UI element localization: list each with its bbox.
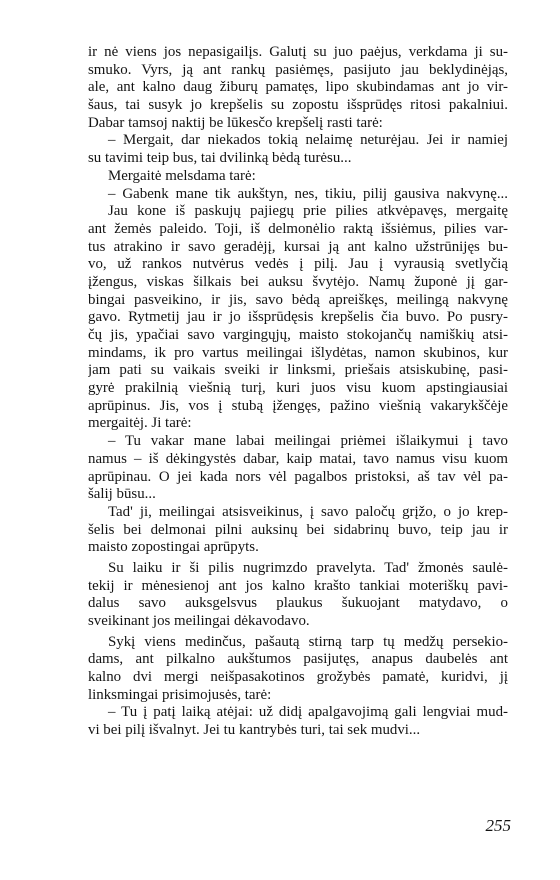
text-line: maisto zopostingai aprūpyts.: [88, 539, 259, 556]
text-line: ale, ant kalno daug žiburų pamatęs, lipo skubindamas ant jo vir-: [88, 79, 508, 96]
text-line: šelis bei delmonai pilni auksinų bei sidabrinų buvo, teip jau ir: [88, 521, 508, 538]
text-line: vo, už rankos nutvėrus vedės į pilį. Jau į vyrausią svetlyčią: [88, 256, 508, 273]
text-line: ant žemės paleido. Toji, iš delmonėlio raktą išsiėmus, pilies var-: [88, 220, 508, 237]
text-line: Tad' ji, meilingai atsisveikinus, į savo paločų grįžo, o jo krep-: [108, 503, 508, 520]
text-line: linksmingai prisimojusės, tarė:: [88, 686, 272, 703]
text-line: kalno dvi mergi neišpasakotinos grožybės pamatė, kuridvi, jį: [88, 669, 508, 686]
text-line: čų jis, ypačiai savo vargingųjų, maisto stokojančų namiškių atsi-: [88, 327, 508, 343]
text-line: Jau kone iš paskujų pajiegų prie pilies atkvėpavęs, mergaitę: [108, 203, 508, 220]
text-line: dams, ant pilkalno aukštumos pasijutęs, anapus daubelės ant: [88, 651, 508, 668]
text-line: vi bei pilį išvalnyt. Jei tu kantrybės turi, tai sek mudvi...: [88, 722, 421, 739]
text-line: Su laiku ir ši pilis nugrimzdo pravelyta. Tad' žmonės saulė-: [108, 559, 508, 576]
text-line: sveikinant jos meilingai dėkavodavo.: [88, 613, 310, 629]
text-line: Mergaitė melsdama tarė:: [108, 167, 256, 184]
text-line: namus – iš dėkingystės dabar, kaip matai, tavo namus visu kuom: [88, 450, 508, 467]
text-line: tus atrakino ir savo geradėjį, kursai ją ant kalno užstrūnijęs bu-: [88, 238, 508, 255]
text-line: mindams, ik pro vartus meilingai išlydėtas, namon skubinos, kur: [88, 344, 508, 361]
text-line: Dabar tamsoj naktij be lūkesčo krepšelį rasti tarė:: [88, 114, 383, 131]
body-text: [88, 44, 508, 740]
text-line: jam pati su vaikais sveiki ir linksmi, priešais atsiskubinę, pasi-: [88, 362, 508, 379]
text-line: ir nė viens jos nepasigailįs. Galutį su juo paėjus, verkdama ji su-: [88, 44, 508, 60]
text-line: šaus, tai susyk jo krepšelis su zopostu išsprūdęs ritosi pakalniui.: [88, 97, 508, 114]
text-line: tekij ir mėnesienoj ant jos kalno krašto tankiai moteriškų pavi-: [88, 577, 508, 594]
text-line: – Gabenk mane tik aukštyn, nes, tikiu, pilij gausiva nakvynę...: [108, 185, 508, 202]
text-line: gyrė prakilnią viešnią turį, kuri juos visu kuom apstingiausiai: [88, 380, 508, 397]
text-line: įžengus, viskas šilkais bei auksu švytėjo. Namų župonė jį gar-: [88, 273, 508, 290]
text-line: dalus savo auksgelsvus plaukus šukuojant matydavo, o: [88, 595, 508, 612]
text-line: aprūpinus. Jis, vos į stubą įžengęs, pažino viešnią vakarykščėje: [88, 397, 508, 414]
text-line: – Tu vakar mane labai meilingai priėmei išlaikymui į tavo: [108, 433, 508, 450]
text-line: gavo. Rytmetij jau ir jo išsprūdęsis krepšelis čia buvo. Po pusry-: [88, 309, 508, 326]
text-line: mergaitėj. Ji tarė:: [88, 415, 192, 432]
text-line: – Tu į patį laiką atėjai: už didį apalgavojimą gali lengviai mud-: [108, 704, 508, 721]
text-line: smuko. Vyrs, ją ant rankų pasiėmęs, pasijuto jau beklydinėjąs,: [88, 61, 508, 78]
text-line: šalij būsu...: [88, 486, 156, 503]
text-line: Sykį viens medinčus, pašautą stirną tarp tų medžų persekio-: [108, 633, 508, 650]
text-line: su tavimi teip bus, tai dvilinką bėdą turėsu...: [88, 150, 352, 167]
page-number: 255: [485, 816, 511, 835]
text-line: aprūpinau. O jei kada nors vėl pagalbos pristoksi, aš tav vėl pa-: [88, 468, 508, 485]
text-line: – Mergait, dar niekados tokią nelaimę neturėjau. Jei ir namiej: [108, 132, 508, 149]
text-line: bingai pasveikino, ir jis, savo bėdą apreiškęs, meilingą nakvynę: [88, 291, 508, 308]
